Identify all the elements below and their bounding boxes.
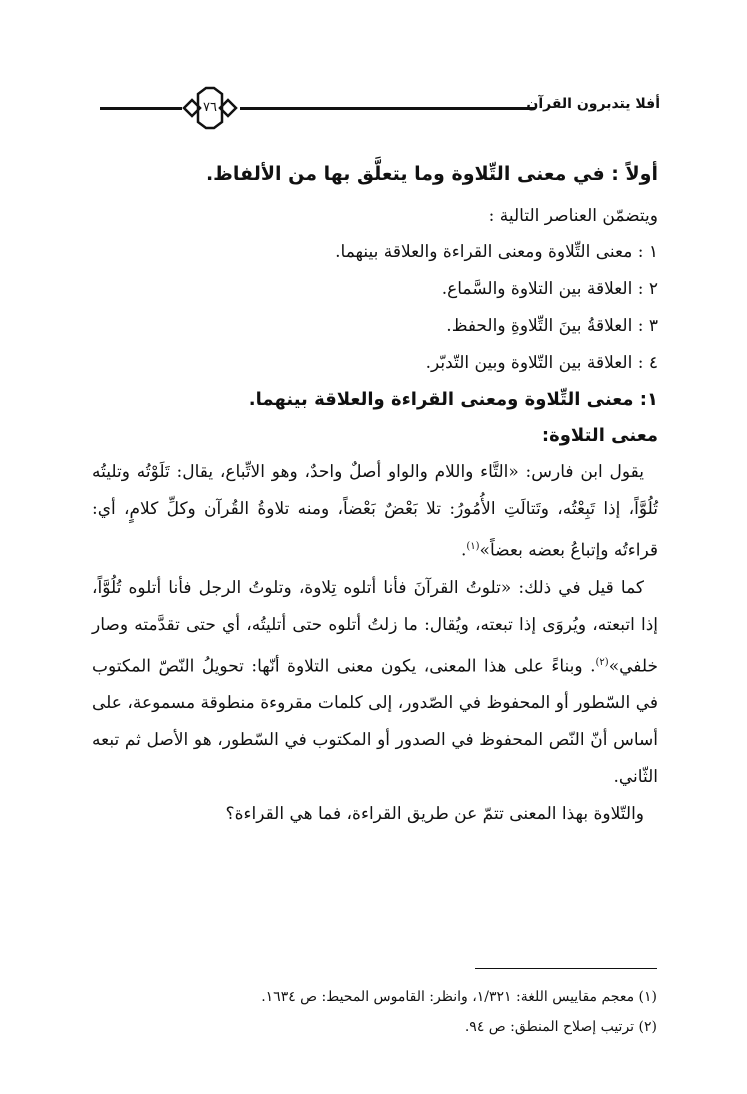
closing-question: والتّلاوة بهذا المعنى تتمّ عن طريق القراءة، فما هي القراءة؟ (225, 804, 644, 825)
list-item: ٣ : العلاقةُ بينَ التِّلاوةِ والحفظ. (446, 316, 658, 336)
footnote: (١) معجم مقاييس اللغة: ١/٣٢١، وانظر: القاموس المحيط: ص ١٦٣٤. (261, 989, 657, 1005)
paragraph-text: يقول ابن فارس: «التَّاء واللام والواو أصلٌ واحدٌ، وهو الاتِّباع، يقال: تَلَوْتُه وتليتُه تُلُوَّاً، إذا تَبِعْتُه، وتَتالَتِ الأُمُورُ: تلا بَعْضٌ بَعْضاً، ومنه تلاوةُ القُرآن وكلِّ كلامٍ، أي: قراءتُه وإتباعُ بعضه بعضاً» (92, 462, 658, 561)
footnotes (97, 982, 657, 1042)
header-rule-left (100, 107, 182, 110)
footnote-divider (475, 968, 657, 969)
paragraph-text: . وبناءً على هذا المعنى، يكون معنى التلاوة أنّها: تحويلُ النّصّ المكتوب في السّطور أو المحفوظ في الصّدور، إلى كلمات مقروءة منطوقة مسموعة، على أساس أنّ النّص المحفوظ في الصدور أو المكتوب في السّطور، هو الأصل ثم تبعه الثّاني. (92, 656, 658, 788)
section-heading: أولاً : في معنى التِّلاوة وما يتعلَّق بها من الألفاظ. (205, 163, 658, 185)
book-title: أفلا يتدبرون القرآن (526, 96, 660, 112)
paragraph-text: كما قيل في ذلك: «تلوتُ القرآنَ فأنا أتلوه تِلاوة، وتلوتُ الرجل فأنا أتلوه تُلُوَّاً، إذا اتبعته، ويُروَى إذا تبعته، ويُقال: ما زلتُ أتلوه حتى أتليتُه، أي حتى تقدَّمته وصار خلفي» (92, 577, 658, 677)
footnote-ref: (٢) (595, 656, 609, 668)
paragraph-ibn-faris: يقول ابن فارس: «التَّاء واللام والواو أصلٌ واحدٌ، وهو الاتِّباع، يقال: تَلَوْتُه وتليتُه تُلُوَّاً، إذا تَبِعْتُه، وتَتالَتِ الأُمُورُ: تلا بَعْضٌ بَعْضاً، ومنه تلاوةُ القُرآن وكلِّ كلامٍ، أي: قراءتُه وإتباعُ بعضه بعضاً»$^{(١)}$. (92, 462, 658, 561)
list-item: ٢ : العلاقة بين التلاوة والسَّماع. (441, 279, 658, 299)
subsubsection-heading: معنى التلاوة: (541, 425, 658, 446)
intro-text: ويتضمّن العناصر التالية : (488, 206, 658, 226)
subsection-heading: ١: معنى التِّلاوة ومعنى القراءة والعلاقة بينهما. (248, 389, 658, 410)
list-item: ١ : معنى التِّلاوة ومعنى القراءة والعلاقة بينهما. (335, 242, 658, 262)
running-header (100, 92, 660, 136)
footnote: (٢) ترتيب إصلاح المنطق: ص ٩٤. (464, 1019, 657, 1035)
header-rule-right (240, 107, 535, 110)
page-number: ٧٦ (203, 100, 217, 115)
footnote-ref: (١) (466, 541, 480, 552)
list-item: ٤ : العلاقة بين التّلاوة وبين التّدبّر. (425, 353, 658, 373)
paragraph-definition (92, 570, 658, 797)
page-body (92, 160, 658, 833)
